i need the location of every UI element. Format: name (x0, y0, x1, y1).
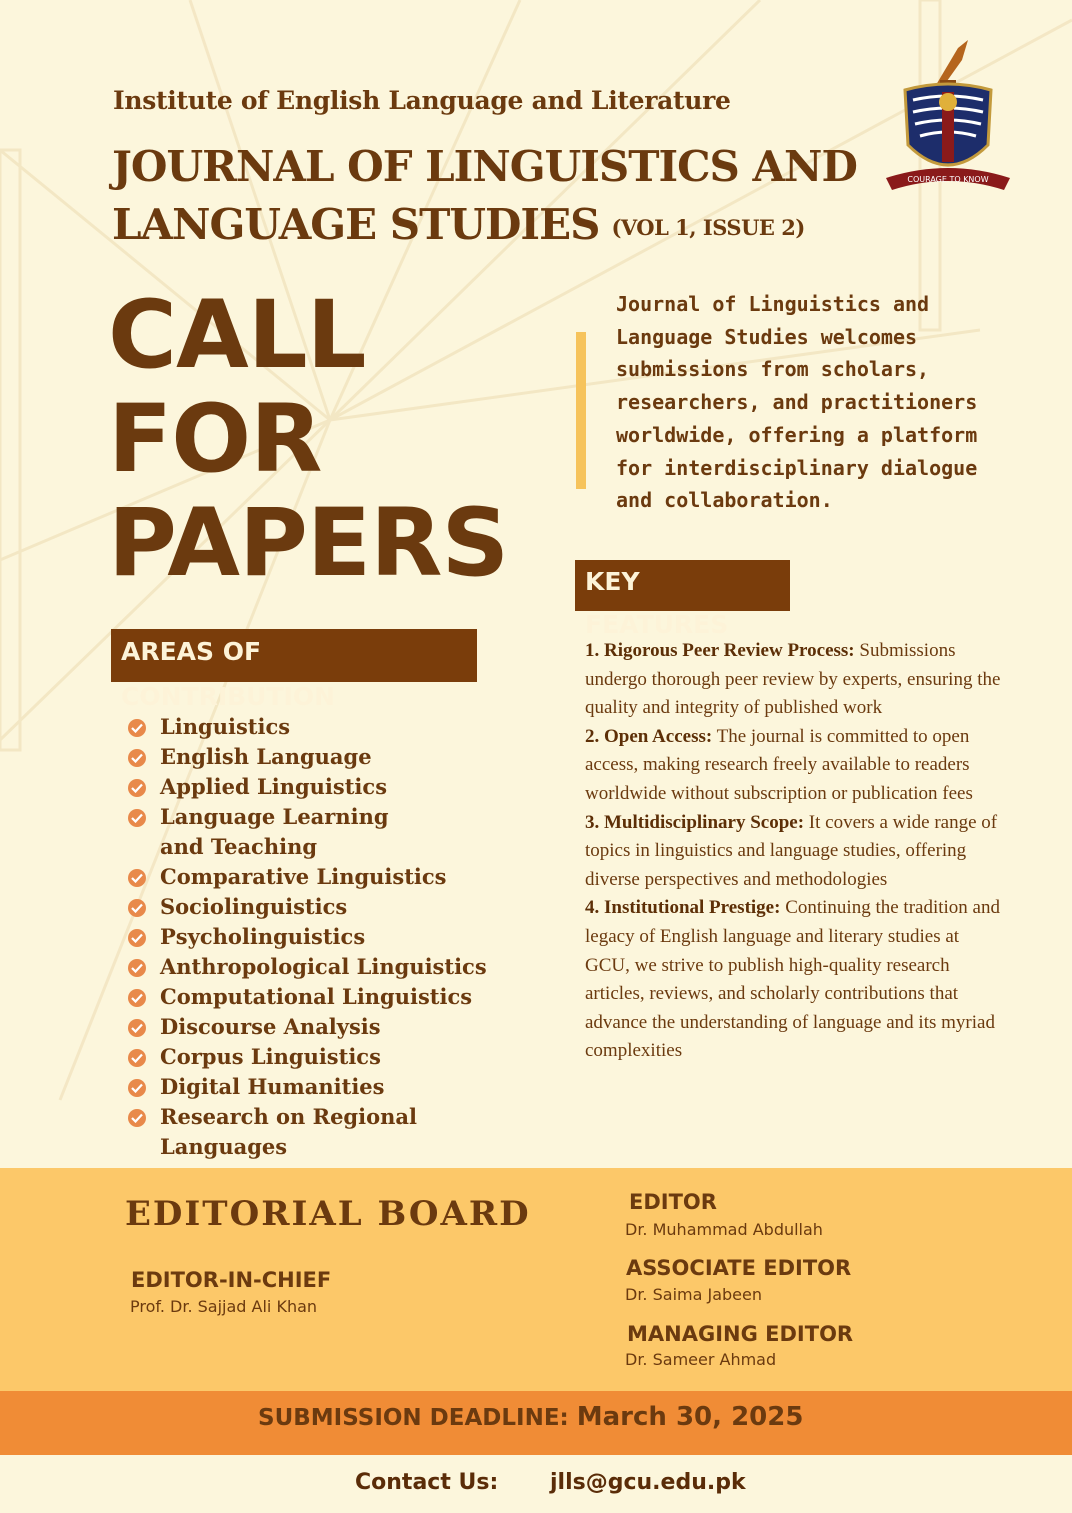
editor-in-chief-name: Prof. Dr. Sajjad Ali Khan (130, 1297, 318, 1316)
cfp-line2: FOR (108, 385, 322, 494)
list-item (128, 862, 540, 892)
check-circle-icon (128, 1109, 146, 1127)
associate-editor-role: ASSOCIATE EDITOR (626, 1256, 852, 1280)
list-item (128, 742, 540, 772)
editor-in-chief-role: EDITOR-IN-CHIEF (131, 1268, 332, 1292)
managing-editor-name: Dr. Sameer Ahmad (625, 1350, 777, 1369)
list-item (128, 1102, 540, 1162)
list-item (128, 1042, 540, 1072)
journal-title-line2-text: LANGUAGE STUDIES (112, 200, 600, 249)
check-circle-icon (128, 779, 146, 797)
list-item (128, 802, 430, 862)
feature-label: 1. Rigorous Peer Review Process: (585, 640, 855, 661)
feature-text: The journal is committed to open access, making research freely available to readers worldwide without subscription or publication fees (585, 725, 973, 804)
area-label: Psycholinguistics (160, 924, 366, 949)
associate-editor-name: Dr. Saima Jabeen (625, 1285, 762, 1304)
deadline-label: SUBMISSION DEADLINE: (258, 1405, 569, 1431)
area-label: Linguistics (160, 714, 291, 739)
area-label: Applied Linguistics (160, 774, 388, 799)
list-item (128, 922, 540, 952)
area-label: Language Learning and Teaching (160, 804, 389, 859)
check-circle-icon (128, 989, 146, 1007)
editorial-board-heading: EDITORIAL BOARD (125, 1194, 531, 1234)
area-label: Research on Regional Languages (160, 1104, 417, 1159)
key-features-heading: KEY FEATURES (575, 560, 790, 611)
contact-label: Contact Us: (355, 1470, 499, 1495)
check-circle-icon (128, 899, 146, 917)
intro-paragraph: Journal of Linguistics and Language Studies welcomes submissions from scholars, researchers, and practitioners worldwide, offering a platform for interdisciplinary dialogue and collaboration. (616, 292, 978, 513)
area-label: Comparative Linguistics (160, 864, 447, 889)
editor-name: Dr. Muhammad Abdullah (625, 1220, 823, 1239)
submission-deadline (258, 1402, 803, 1432)
call-for-papers-heading (108, 281, 509, 598)
list-item (128, 892, 540, 922)
check-circle-icon (128, 929, 146, 947)
area-label: Discourse Analysis (160, 1014, 381, 1039)
area-label: Sociolinguistics (160, 894, 348, 919)
check-circle-icon (128, 719, 146, 737)
feature-item-2 (585, 726, 973, 804)
feature-item-1 (585, 640, 1000, 718)
journal-title (112, 138, 857, 257)
area-label: Corpus Linguistics (160, 1044, 381, 1069)
list-item (128, 1012, 540, 1042)
area-label: Computational Linguistics (160, 984, 473, 1009)
cfp-line3: PAPERS (108, 489, 509, 598)
feature-item-3 (585, 812, 997, 890)
feature-label: 4. Institutional Prestige: (585, 897, 781, 919)
areas-of-contribution-heading: AREAS OF CONTRIBUTION (111, 629, 477, 682)
check-circle-icon (128, 809, 146, 827)
area-label: Anthropological Linguistics (160, 954, 487, 979)
list-item (128, 982, 540, 1012)
logo-motto: COURAGE TO KNOW (907, 175, 989, 184)
journal-title-line2 (112, 196, 857, 257)
check-circle-icon (128, 749, 146, 767)
key-features-list (585, 637, 1005, 1066)
deadline-date: March 30, 2025 (576, 1402, 804, 1432)
area-label: English Language (160, 744, 372, 769)
list-item (128, 712, 540, 742)
check-circle-icon (128, 959, 146, 977)
list-item (128, 772, 540, 802)
feature-text: It covers a wide range of topics in linguistics and language studies, offering diverse perspectives and methodologies (585, 811, 998, 890)
check-circle-icon (128, 1049, 146, 1067)
area-label: Digital Humanities (160, 1074, 385, 1099)
feature-label: 3. Multidisciplinary Scope: (585, 811, 805, 833)
feature-label: 2. Open Access: (585, 725, 713, 747)
feature-item-4 (585, 897, 1000, 1061)
journal-title-line1: JOURNAL OF LINGUISTICS AND (112, 142, 857, 191)
check-circle-icon (128, 1019, 146, 1037)
check-circle-icon (128, 869, 146, 887)
institute-name: Institute of English Language and Literature (113, 86, 731, 115)
list-item (128, 1072, 540, 1102)
managing-editor-role: MANAGING EDITOR (627, 1322, 854, 1346)
editor-role: EDITOR (629, 1190, 717, 1214)
check-circle-icon (128, 1079, 146, 1097)
contact-email-link[interactable]: jlls@gcu.edu.pk (550, 1470, 746, 1495)
list-item (128, 952, 540, 982)
areas-list (128, 712, 540, 1162)
intro-accent-bar (576, 332, 586, 489)
feature-text: Continuing the tradition and legacy of English language and literary studies at GCU, we strive to publish high-quality research articles, reviews, and scholarly contributions that advance the understanding of language and its myriad complexities (585, 897, 1000, 1062)
cfp-line1: CALL (108, 281, 366, 390)
feature-text: Submissions undergo thorough peer review by experts, ensuring the quality and integrity of published work (585, 640, 1001, 719)
volume-issue: (VOL 1, ISSUE 2) (611, 215, 805, 240)
gcu-crest-logo (878, 30, 1018, 200)
